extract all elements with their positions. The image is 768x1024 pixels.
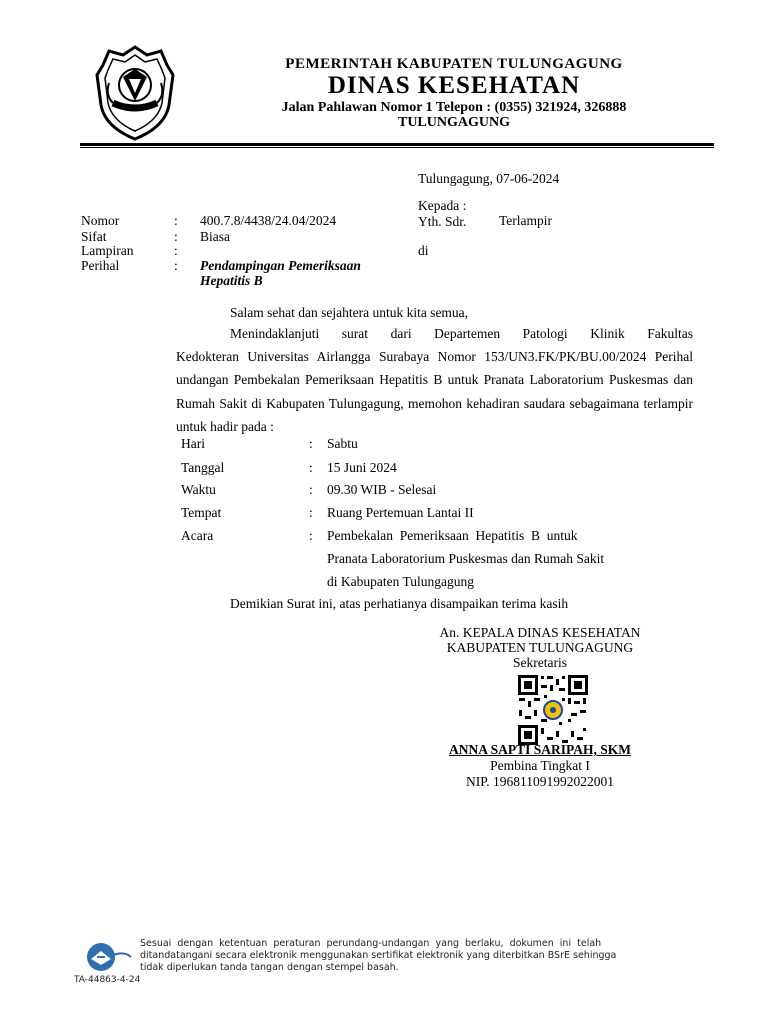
detail-value: 09.30 WIB - Selesai xyxy=(327,482,437,497)
notice-line: Sesuai dengan ketentuan peraturan perundang-undangan yang berlaku, dokumen ini telah xyxy=(140,938,602,949)
detail-value: Ruang Pertemuan Lantai II xyxy=(327,505,474,520)
detail-colon: : xyxy=(309,505,313,520)
signatory-rank: Pembina Tingkat I xyxy=(490,758,590,773)
letterhead-rule-thin xyxy=(80,147,714,148)
department-city: TULUNGAGUNG xyxy=(397,115,510,130)
recipient-salutation: Yth. Sdr. xyxy=(418,214,467,229)
electronic-signature-notice xyxy=(140,938,700,974)
greeting: Salam sehat dan sejahtera untuk kita semua, xyxy=(230,305,469,320)
signature-title-line3: Sekretaris xyxy=(513,655,567,670)
letterhead-rule xyxy=(80,143,714,146)
meta-value-subject-line1: Pendampingan Pemeriksaan xyxy=(200,258,361,273)
meta-colon: : xyxy=(174,213,178,228)
detail-label: Tempat xyxy=(181,505,222,520)
meta-label-attachment: Lampiran xyxy=(81,243,134,258)
detail-colon: : xyxy=(309,482,313,497)
notice-line: tidak diperlukan tanda tangan dengan stempel basah. xyxy=(140,962,399,973)
recipient-label: Kepada : xyxy=(418,198,467,213)
government-name: PEMERINTAH KABUPATEN TULUNGAGUNG xyxy=(285,56,623,72)
department-address: Jalan Pahlawan Nomor 1 Telepon : (0355) 321924, 326888 xyxy=(281,100,627,115)
closing-sentence: Demikian Surat ini, atas perhatianya disampaikan terima kasih xyxy=(230,596,569,611)
meta-value-subject-line2: Hepatitis B xyxy=(200,273,263,288)
signature-title-line1: An. KEPALA DINAS KESEHATAN xyxy=(439,625,641,640)
detail-colon: : xyxy=(309,528,313,543)
bsre-logo xyxy=(79,941,133,973)
meta-value-number: 400.7.8/4438/24.04/2024 xyxy=(200,213,337,228)
meta-colon: : xyxy=(174,258,178,273)
department-name: DINAS KESEHATAN xyxy=(327,72,581,99)
detail-value: 15 Juni 2024 xyxy=(327,460,397,475)
meta-value-nature: Biasa xyxy=(200,229,230,244)
meta-colon: : xyxy=(174,229,178,244)
qr-code-signature xyxy=(516,673,590,747)
meta-colon: : xyxy=(174,243,178,258)
recipient-location: di xyxy=(418,243,429,258)
paragraph-first-line: Menindaklanjuti surat dari Departemen Patologi Klinik Fakultas xyxy=(230,326,693,341)
detail-colon: : xyxy=(309,460,313,475)
detail-label: Acara xyxy=(181,528,214,543)
recipient-value: Terlampir xyxy=(499,213,553,228)
detail-label: Tanggal xyxy=(181,460,225,475)
signature-title-line2: KABUPATEN TULUNGAGUNG xyxy=(446,640,634,655)
paragraph-body: Kedokteran Universitas Airlangga Surabaya Nomor 153/UN3.FK/PK/BU.00/2024 Perihal undangan Pembekalan Pemeriksaan Hepatitis B untuk Pranata Laboratorium Puskesmas dan Rumah Sakit di Kabupaten Tulungagung, memohon kehadiran saudara sebagaimana terlampir untuk hadir pada : xyxy=(176,349,693,434)
detail-value-line3: di Kabupaten Tulungagung xyxy=(327,574,474,589)
meta-label-nature: Sifat xyxy=(81,229,107,244)
detail-label: Hari xyxy=(181,436,205,451)
signatory-name: ANNA SAPTI SARIPAH, SKM xyxy=(448,742,632,757)
place-date: Tulungagung, 07-06-2024 xyxy=(418,171,560,186)
meta-label-number: Nomor xyxy=(81,213,120,228)
detail-value-line2: Pranata Laboratorium Puskesmas dan Rumah Sakit xyxy=(327,551,605,566)
detail-value-line1: Pembekalan Pemeriksaan Hepatitis B untuk xyxy=(327,528,578,543)
notice-line: ditandatangani secara elektronik menggunakan sertifikat elektronik yang diterbitkan BSrE sehingga xyxy=(140,950,617,961)
meta-label-subject: Perihal xyxy=(81,258,120,273)
detail-value: Sabtu xyxy=(327,436,358,451)
regency-logo xyxy=(95,45,175,141)
detail-label: Waktu xyxy=(181,482,216,497)
detail-colon: : xyxy=(309,436,313,451)
signatory-nip: NIP. 196811091992022001 xyxy=(465,774,614,789)
document-code: TA-44863-4-24 xyxy=(74,975,141,985)
